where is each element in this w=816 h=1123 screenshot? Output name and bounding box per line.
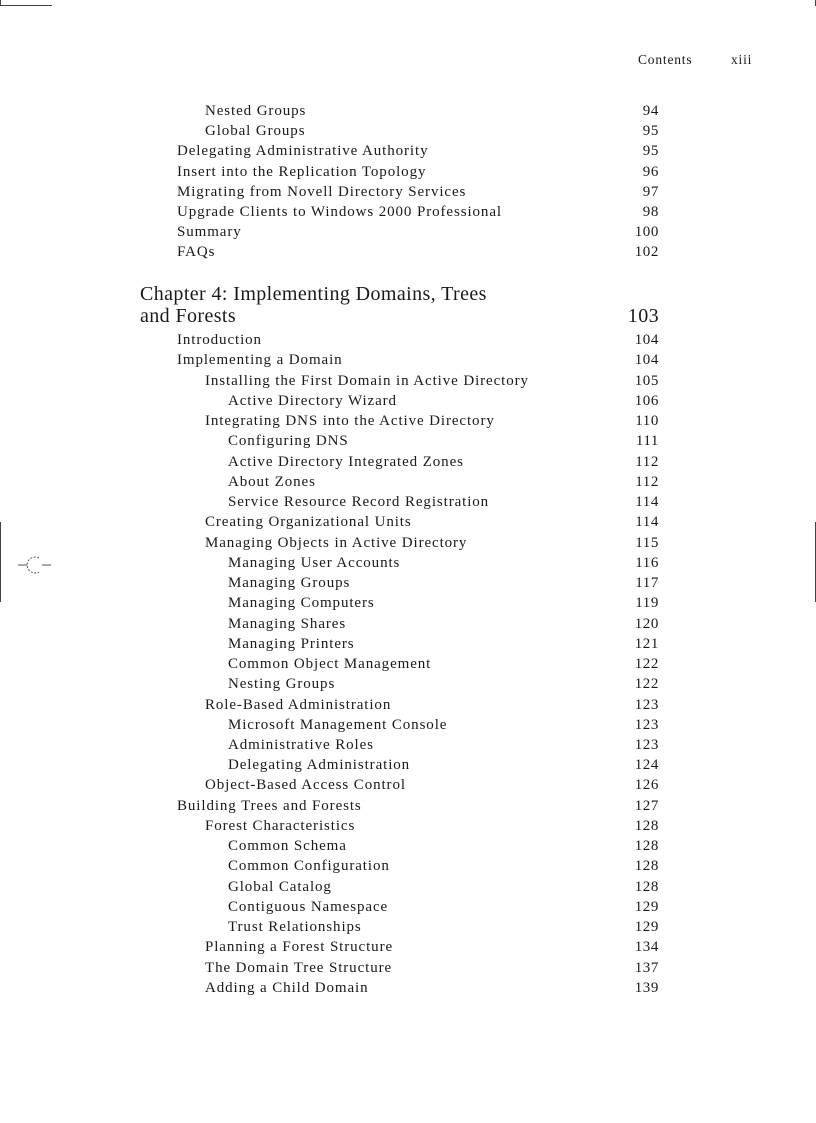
toc-entry-page: 129 xyxy=(634,919,659,935)
toc-entry-page: 126 xyxy=(634,777,659,793)
toc-entry-title: Object-Based Access Control xyxy=(205,777,406,793)
toc-entry-title: Managing Computers xyxy=(228,595,375,611)
toc-entry-title: Administrative Roles xyxy=(228,737,374,753)
toc-entry xyxy=(228,735,658,755)
running-head xyxy=(0,52,816,70)
toc-entry xyxy=(228,472,658,492)
toc-entry xyxy=(205,371,658,391)
toc-entry-page: 104 xyxy=(634,352,659,368)
toc-entry xyxy=(228,917,658,937)
toc-entry-title: Upgrade Clients to Windows 2000 Professional xyxy=(177,204,502,220)
toc-entry-page: 104 xyxy=(634,332,659,348)
toc-entry-title: About Zones xyxy=(228,474,316,490)
toc-entry-page: 127 xyxy=(634,798,659,814)
toc-entry xyxy=(228,593,658,613)
running-head-label: Contents xyxy=(638,52,693,67)
toc-entry-page: 124 xyxy=(634,757,659,773)
toc-entry-title: Introduction xyxy=(177,332,262,348)
toc-entry xyxy=(228,654,658,674)
toc-entry-title: Managing Printers xyxy=(228,636,355,652)
toc-entry xyxy=(205,101,658,121)
toc-entry xyxy=(205,411,658,431)
toc-entry xyxy=(228,755,658,775)
toc-entry-page: 129 xyxy=(634,899,659,915)
toc-entry xyxy=(205,958,658,978)
toc-entry-title: Planning a Forest Structure xyxy=(205,939,394,955)
toc-entry xyxy=(228,897,658,917)
toc-entry xyxy=(177,141,658,161)
toc-entry-page: 100 xyxy=(634,224,659,240)
toc-entry-page: 122 xyxy=(634,676,659,692)
toc-entry-page: 128 xyxy=(634,858,659,874)
toc-entry-title: Global Groups xyxy=(205,123,306,139)
toc-entry-title: Active Directory Integrated Zones xyxy=(228,454,464,470)
toc-entry xyxy=(177,222,658,242)
crop-mark-left-edge xyxy=(0,522,1,602)
toc-entry-title: Adding a Child Domain xyxy=(205,980,369,996)
toc-entry xyxy=(177,796,658,816)
toc-entry xyxy=(205,512,658,532)
toc-entry xyxy=(228,492,658,512)
toc-entry-title: Global Catalog xyxy=(228,879,332,895)
toc-entry-title: FAQs xyxy=(177,244,216,260)
toc-entry-title: Delegating Administration xyxy=(228,757,411,773)
toc-entry-page: 110 xyxy=(635,413,659,429)
toc-entry-page: 95 xyxy=(642,123,659,139)
toc-entry-page: 95 xyxy=(642,143,659,159)
toc-entry-title: Role-Based Administration xyxy=(205,697,392,713)
toc-entry-title: Insert into the Replication Topology xyxy=(177,164,427,180)
toc-entry-page: 117 xyxy=(635,575,659,591)
toc-entry-page: 122 xyxy=(634,656,659,672)
toc-entry-title: Installing the First Domain in Active Directory xyxy=(205,373,529,389)
toc-entry-page: 128 xyxy=(634,838,659,854)
toc-entry-page: 112 xyxy=(635,454,659,470)
toc-entry-title: Managing User Accounts xyxy=(228,555,401,571)
toc-entry-title: Creating Organizational Units xyxy=(205,514,412,530)
toc-entry-page: 119 xyxy=(635,595,659,611)
toc-entry-title: Summary xyxy=(177,224,242,240)
toc-entry xyxy=(228,674,658,694)
toc-entry xyxy=(177,330,658,350)
toc-entry-title: Common Configuration xyxy=(228,858,390,874)
toc-entry-page: 128 xyxy=(634,818,659,834)
toc-entry xyxy=(205,978,658,998)
toc-entry-page: 96 xyxy=(642,164,659,180)
registration-mark-icon xyxy=(18,552,52,578)
toc-entry-title: Managing Groups xyxy=(228,575,351,591)
toc-entry-page: 115 xyxy=(635,535,659,551)
toc-entry-title: Configuring DNS xyxy=(228,433,349,449)
toc-entry-page: 128 xyxy=(634,879,659,895)
toc-entry xyxy=(228,452,658,472)
toc-entry xyxy=(205,695,658,715)
toc-entry-title: Forest Characteristics xyxy=(205,818,356,834)
toc-entry-page: 94 xyxy=(642,103,659,119)
toc-entry-title: Implementing a Domain xyxy=(177,352,343,368)
toc-entry xyxy=(205,775,658,795)
toc-entry-page: 121 xyxy=(634,636,659,652)
crop-mark-top-left xyxy=(0,5,52,6)
toc-entry-title: Integrating DNS into the Active Directory xyxy=(205,413,495,429)
toc-entry-page: 123 xyxy=(634,717,659,733)
toc-entry xyxy=(177,202,658,222)
toc-entry xyxy=(228,431,658,451)
chapter-title-line-2: and Forests xyxy=(140,305,237,327)
toc-entry xyxy=(228,553,658,573)
toc-entry xyxy=(228,573,658,593)
toc-entry-title: Common Schema xyxy=(228,838,347,854)
toc-entry-title: Active Directory Wizard xyxy=(228,393,397,409)
toc-entry-title: Nesting Groups xyxy=(228,676,336,692)
toc-entry-title: Managing Shares xyxy=(228,616,347,632)
toc-entry-page: 112 xyxy=(635,474,659,490)
toc-entry xyxy=(177,350,658,370)
toc-entry-page: 106 xyxy=(634,393,659,409)
toc-entry xyxy=(228,877,658,897)
toc-entry-title: Trust Relationships xyxy=(228,919,362,935)
toc-entry-page: 137 xyxy=(634,960,659,976)
toc-entry-page: 105 xyxy=(634,373,659,389)
toc-entry-title: Nested Groups xyxy=(205,103,307,119)
toc-entry xyxy=(205,816,658,836)
toc-entry xyxy=(228,614,658,634)
toc-entry-page: 139 xyxy=(634,980,659,996)
crop-mark-top-left-vertical xyxy=(0,0,1,6)
toc-entry-title: The Domain Tree Structure xyxy=(205,960,393,976)
toc-entry-title: Service Resource Record Registration xyxy=(228,494,490,510)
toc-entry-page: 97 xyxy=(642,184,659,200)
toc-entry xyxy=(205,121,658,141)
chapter-heading xyxy=(140,283,658,327)
toc-entry-page: 116 xyxy=(635,555,659,571)
chapter-title-line-1: Chapter 4: Implementing Domains, Trees xyxy=(140,283,487,305)
toc-entry-page: 102 xyxy=(634,244,659,260)
toc-entry-title: Delegating Administrative Authority xyxy=(177,143,429,159)
toc-entry-title: Common Object Management xyxy=(228,656,432,672)
toc-entry xyxy=(228,634,658,654)
toc-entry-title: Managing Objects in Active Directory xyxy=(205,535,468,551)
toc-entry-title: Migrating from Novell Directory Services xyxy=(177,184,467,200)
toc-entry xyxy=(228,715,658,735)
toc-entry-page: 123 xyxy=(634,737,659,753)
toc-entry xyxy=(177,162,658,182)
toc-entry-page: 114 xyxy=(635,514,659,530)
toc-entry-title: Microsoft Management Console xyxy=(228,717,448,733)
toc-entry-page: 123 xyxy=(634,697,659,713)
toc-entry xyxy=(177,182,658,202)
toc-entry-page: 111 xyxy=(635,433,659,449)
toc-entry xyxy=(177,242,658,262)
toc-entry-title: Contiguous Namespace xyxy=(228,899,389,915)
toc-entry-page: 98 xyxy=(642,204,659,220)
toc-entry-page: 134 xyxy=(634,939,659,955)
toc-entry-title: Building Trees and Forests xyxy=(177,798,362,814)
toc-entry xyxy=(205,533,658,553)
toc-entry xyxy=(205,937,658,957)
chapter-page-number: 103 xyxy=(627,305,659,327)
running-head-page-number: xiii xyxy=(731,52,753,67)
toc-entry xyxy=(228,391,658,411)
toc-entry-page: 120 xyxy=(634,616,659,632)
toc-entry xyxy=(228,856,658,876)
toc-entry-page: 114 xyxy=(635,494,659,510)
toc-entry xyxy=(228,836,658,856)
